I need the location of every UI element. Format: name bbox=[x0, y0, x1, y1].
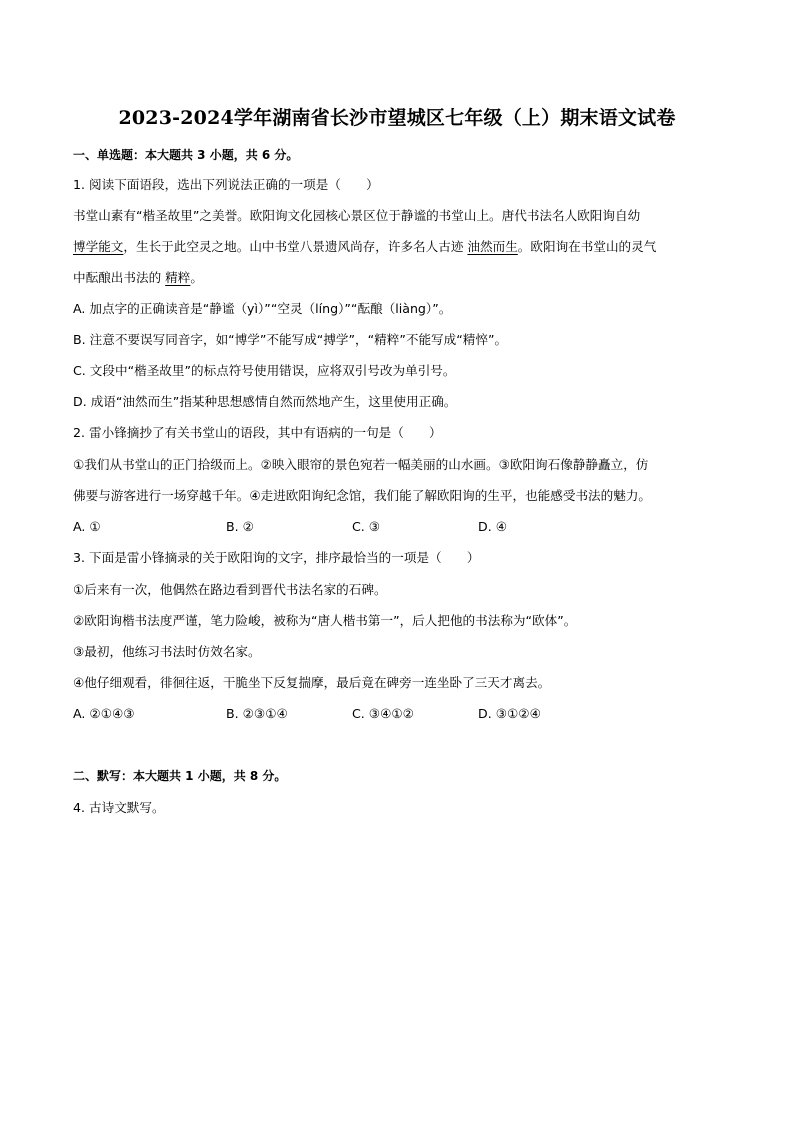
q4-stem: 4. 古诗文默写。 bbox=[73, 800, 165, 815]
q2-option-a: A. ① bbox=[73, 519, 101, 534]
q2-passage-line-2: 佛要与游客进行一场穿越千年。④走进欧阳询纪念馆，我们能了解欧阳询的生平，也能感受书法的魅力。 bbox=[73, 488, 652, 503]
q1-option-b: B. 注意不要误写同音字，如“博学”不能写成“搏学”，“精粹”不能写成“精悴”。 bbox=[73, 332, 508, 347]
q3-option-c: C. ③④①② bbox=[352, 706, 414, 721]
q1-option-d: D. 成语“油然而生”指某种思想感情自然而然地产生，这里使用正确。 bbox=[73, 394, 457, 409]
q3-item-1: ①后来有一次，他偶然在路边看到晋代书法名家的石碑。 bbox=[73, 582, 387, 597]
q3-item-2: ②欧阳询楷书法度严谨，笔力险峻，被称为“唐人楷书第一”，后人把他的书法称为“欧体”。 bbox=[73, 613, 577, 628]
q3-option-d: D. ③①②④ bbox=[478, 706, 541, 721]
q3-item-3: ③最初，他练习书法时仿效名家。 bbox=[73, 644, 261, 659]
q3-option-a: A. ②①④③ bbox=[73, 706, 135, 721]
underlined-phrase: 油然而生 bbox=[467, 239, 518, 254]
q1-passage-line-3 bbox=[73, 269, 203, 287]
q1-passage-line-2 bbox=[73, 238, 656, 256]
passage-text: 中酝酿出书法的 bbox=[73, 270, 166, 285]
passage-text: ，生长于此空灵之地。山中书堂八景遗风尚存，许多名人古迹 bbox=[123, 239, 468, 254]
underlined-phrase: 精粹 bbox=[165, 270, 191, 285]
q2-stem: 2. 雷小锋摘抄了有关书堂山的语段，其中有语病的一句是（ ） bbox=[73, 425, 442, 440]
q3-stem: 3. 下面是雷小锋摘录的关于欧阳询的文字，排序最恰当的一项是（ ） bbox=[73, 550, 480, 565]
q3-option-b: B. ②③①④ bbox=[226, 706, 288, 721]
passage-text: 。欧阳询在书堂山的灵气 bbox=[517, 239, 657, 254]
q2-option-b: B. ② bbox=[226, 519, 254, 534]
q1-passage-line-1: 书堂山素有“楷圣故里”之美誉。欧阳询文化园核心景区位于静谧的书堂山上。唐代书法名人欧阳询自幼 bbox=[73, 208, 641, 223]
q2-option-d: D. ④ bbox=[478, 519, 507, 534]
q2-option-c: C. ③ bbox=[352, 519, 381, 534]
q1-option-a: A. 加点字的正确读音是“静谧（yì）”“空灵（líng）”“酝酿（liàng）”。 bbox=[73, 301, 452, 316]
q1-option-c: C. 文段中“楷圣故里”的标点符号使用错误，应将双引号改为单引号。 bbox=[73, 363, 456, 378]
section-2-heading: 二、默写：本大题共 1 小题，共 8 分。 bbox=[73, 769, 287, 783]
underlined-phrase: 博学能文 bbox=[73, 239, 124, 254]
q3-item-4: ④他仔细观看，徘徊往返，干脆坐下反复揣摩，最后竟在碑旁一连坐卧了三天才离去。 bbox=[73, 675, 551, 690]
section-1-heading: 一、单选题：本大题共 3 小题，共 6 分。 bbox=[73, 148, 299, 162]
q2-passage-line-1: ①我们从书堂山的正门拾级而上。②映入眼帘的景色宛若一幅美丽的山水画。③欧阳询石像静静矗立，仿 bbox=[73, 457, 649, 472]
passage-text: 。 bbox=[190, 270, 203, 285]
exam-title: 2023-2024学年湖南省长沙市望城区七年级（上）期末语文试卷 bbox=[118, 107, 676, 129]
q1-stem: 1. 阅读下面语段，选出下列说法正确的一项是（ ） bbox=[73, 177, 379, 192]
